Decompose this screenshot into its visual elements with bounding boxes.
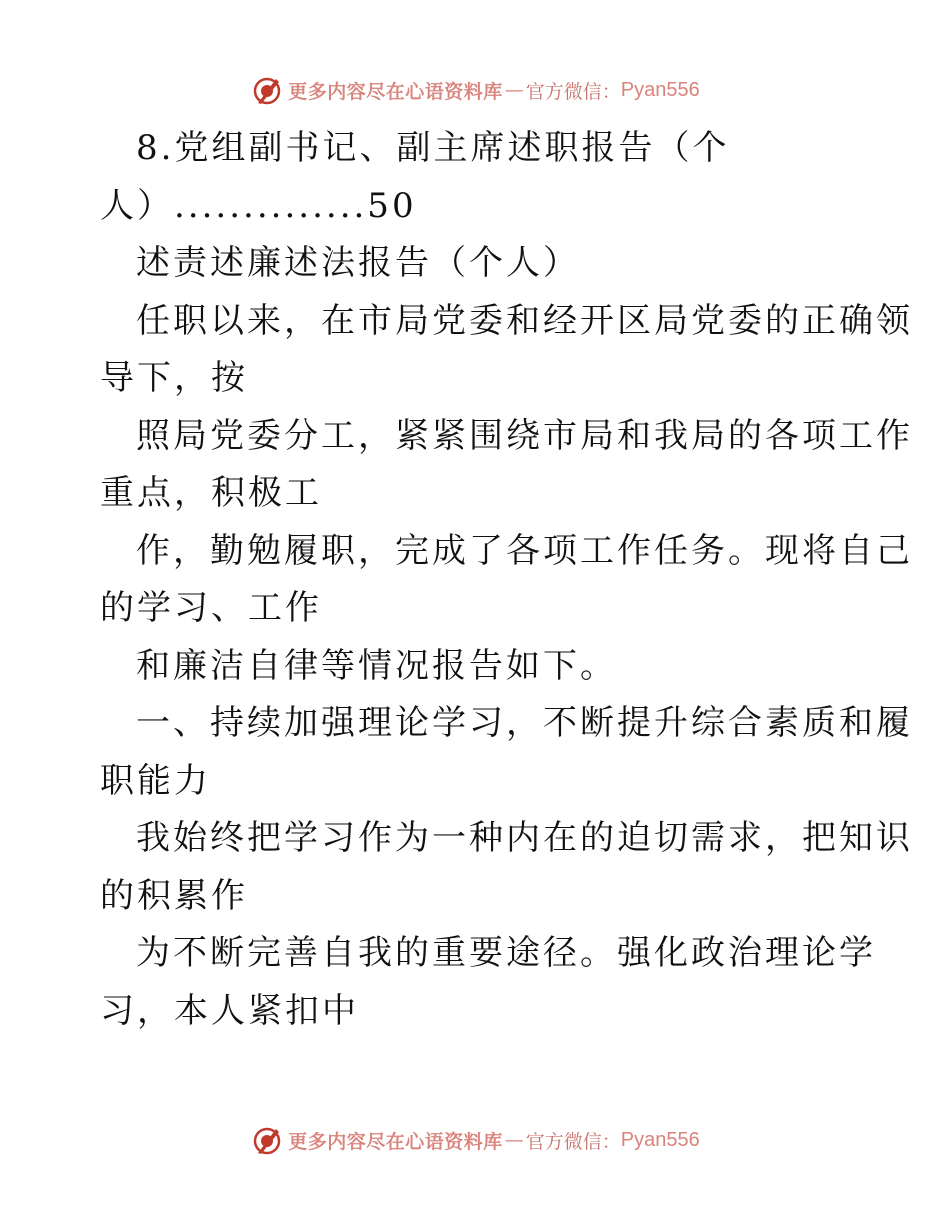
paragraph-line: 习，本人紧扣中 bbox=[100, 990, 359, 1031]
banner-separator: — bbox=[504, 1129, 524, 1151]
banner-wechat-label: 官方微信： bbox=[525, 1130, 621, 1153]
paragraph-line: 任职以来，在市局党委和经开区局党委的正确领 bbox=[136, 300, 913, 341]
paragraph-line: 为不断完善自我的重要途径。强化政治理论学 bbox=[136, 933, 876, 973]
banner-wechat-id: Pyan556 bbox=[620, 1128, 700, 1151]
banner-text: 更多内容尽在心语资料库 bbox=[288, 80, 503, 103]
paragraph-line: 和廉洁自律等情况报告如下。 bbox=[136, 645, 617, 686]
paragraph-line: 我始终把学习作为一种内在的迫切需求，把知识 bbox=[136, 818, 913, 858]
banner-wechat-label: 官方微信： bbox=[525, 80, 621, 103]
section-title: 述责述廉述法报告（个人） bbox=[136, 243, 580, 283]
heading-line: 一、持续加强理论学习，不断提升综合素质和履 bbox=[136, 703, 913, 743]
banner-wechat-id: Pyan556 bbox=[620, 78, 700, 101]
footer-banner bbox=[0, 1120, 950, 1160]
banner-text: 更多内容尽在心语资料库 bbox=[288, 1130, 503, 1153]
paragraph-line: 重点，积极工 bbox=[100, 473, 322, 513]
toc-entry-line: 8.党组副书记、副主席述职报告（个 bbox=[136, 128, 730, 168]
paragraph-line: 导下，按 bbox=[100, 358, 248, 398]
paragraph-line: 的学习、工作 bbox=[100, 588, 322, 628]
paragraph-line: 作，勤勉履职，完成了各项工作任务。现将自己 bbox=[136, 530, 913, 571]
banner-separator: — bbox=[504, 79, 524, 101]
paragraph-line: 照局党委分工，紧紧围绕市局和我局的各项工作 bbox=[136, 415, 913, 456]
paragraph-line: 的积累作 bbox=[100, 875, 248, 916]
quill-pen-circle-icon bbox=[250, 73, 284, 107]
header-banner bbox=[0, 70, 950, 110]
heading-line: 职能力 bbox=[100, 760, 211, 801]
toc-entry-line: 人）..............50 bbox=[100, 185, 417, 226]
document-body bbox=[100, 120, 913, 1040]
quill-pen-circle-icon bbox=[250, 1123, 284, 1157]
